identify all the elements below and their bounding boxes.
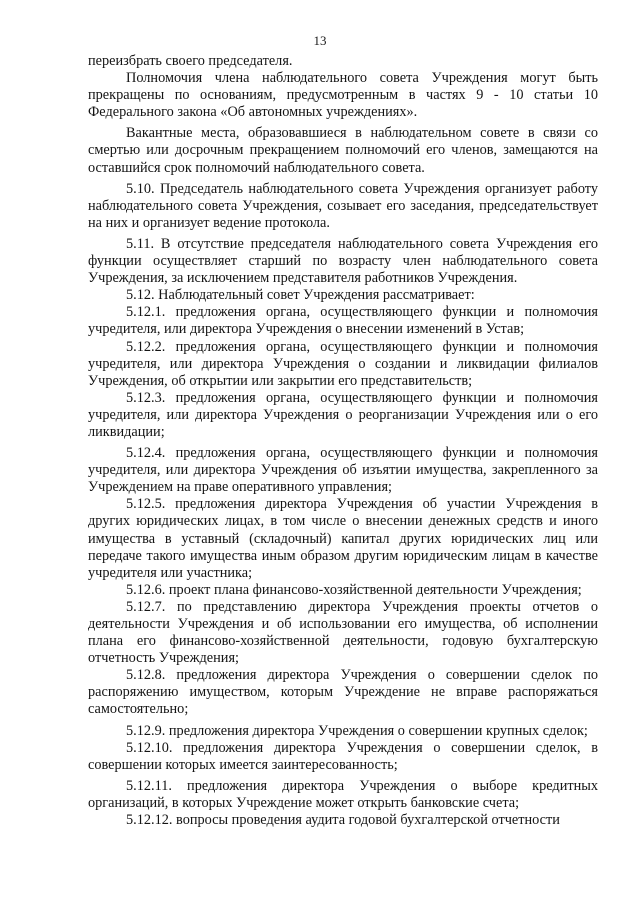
paragraph-5-12-11: 5.12.11. предложения директора Учреждения о выборе кредитных организаций, в которых Учреждение может открыть банковские счета; xyxy=(88,777,598,811)
page-number: 13 xyxy=(313,33,327,48)
paragraph-5-12-3: 5.12.3. предложения органа, осуществляющего функции и полномочия учредителя, или директора Учреждения о реорганизации Учреждения или о его ликвидации; xyxy=(88,389,598,440)
paragraph-5-12-7: 5.12.7. по представлению директора Учреждения проекты отчетов о деятельности Учреждения и об использовании его имущества, об исполнении плана его финансово-хозяйственной деятельности, годовую бухгалтерскую отчетность Учреждения; xyxy=(88,598,598,667)
paragraph-5-12-6: 5.12.6. проект плана финансово-хозяйственной деятельности Учреждения; xyxy=(126,581,582,598)
paragraph-5-12-8: 5.12.8. предложения директора Учреждения о совершении сделок по распоряжению имуществом, которым Учреждение не вправе распоряжаться самостоятельно; xyxy=(88,667,598,718)
paragraph-5-11: 5.11. В отсутствие председателя наблюдательного совета Учреждения его функции осуществляет старший по возрасту член наблюдательного совета Учреждения, за исключением представителя работников Учреждения. xyxy=(88,235,598,287)
paragraph-continuation: переизбрать своего председателя. xyxy=(88,53,293,69)
paragraph-5-12-4: 5.12.4. предложения органа, осуществляющего функции и полномочия учредителя, или директора Учреждения об изъятии имущества, закрепленного за Учреждением на праве оперативного управления; xyxy=(88,445,598,496)
paragraph-5-12-12: 5.12.12. вопросы проведения аудита годовой бухгалтерской отчетности xyxy=(126,812,560,829)
paragraph-5-12-1: 5.12.1. предложения органа, осуществляющего функции и полномочия учредителя, или директора Учреждения о внесении изменений в Устав; xyxy=(88,304,598,338)
paragraph-5-12-5: 5.12.5. предложения директора Учреждения об участии Учреждения в других юридических лицах, в том числе о внесении денежных средств и иного имущества в уставный (складочный) капитал других юридических лиц или передаче такого имущества иным образом другим юридическим лицам в качестве учредителя или участника; xyxy=(88,496,598,581)
paragraph-5-12-10: 5.12.10. предложения директора Учреждения о совершении сделок, в совершении которых имеется заинтересованность; xyxy=(88,739,598,773)
document-body xyxy=(88,53,598,829)
paragraph-5-12-2: 5.12.2. предложения органа, осуществляющего функции и полномочия учредителя, или директора Учреждения о создании и ликвидации филиалов Учреждения, об открытии или закрытии его представительств; xyxy=(88,338,598,389)
paragraph-member-termination: Полномочия члена наблюдательного совета Учреждения могут быть прекращены по основаниям, предусмотренным в частях 9 - 10 статьи 10 Федерального закона «Об автономных учреждениях». xyxy=(88,70,598,121)
paragraph-5-10: 5.10. Председатель наблюдательного совета Учреждения организует работу наблюдательного совета Учреждения, созывает его заседания, председательствует на них и организует ведение протокола. xyxy=(88,180,598,231)
paragraph-vacancies: Вакантные места, образовавшиеся в наблюдательном совете в связи со смертью или досрочным прекращением полномочий его членов, замещаются на оставшийся срок полномочий наблюдательного совета. xyxy=(88,125,598,176)
paragraph-5-12-9: 5.12.9. предложения директора Учреждения о совершении крупных сделок; xyxy=(126,722,588,739)
paragraph-5-12: 5.12. Наблюдательный совет Учреждения рассматривает: xyxy=(126,287,475,304)
